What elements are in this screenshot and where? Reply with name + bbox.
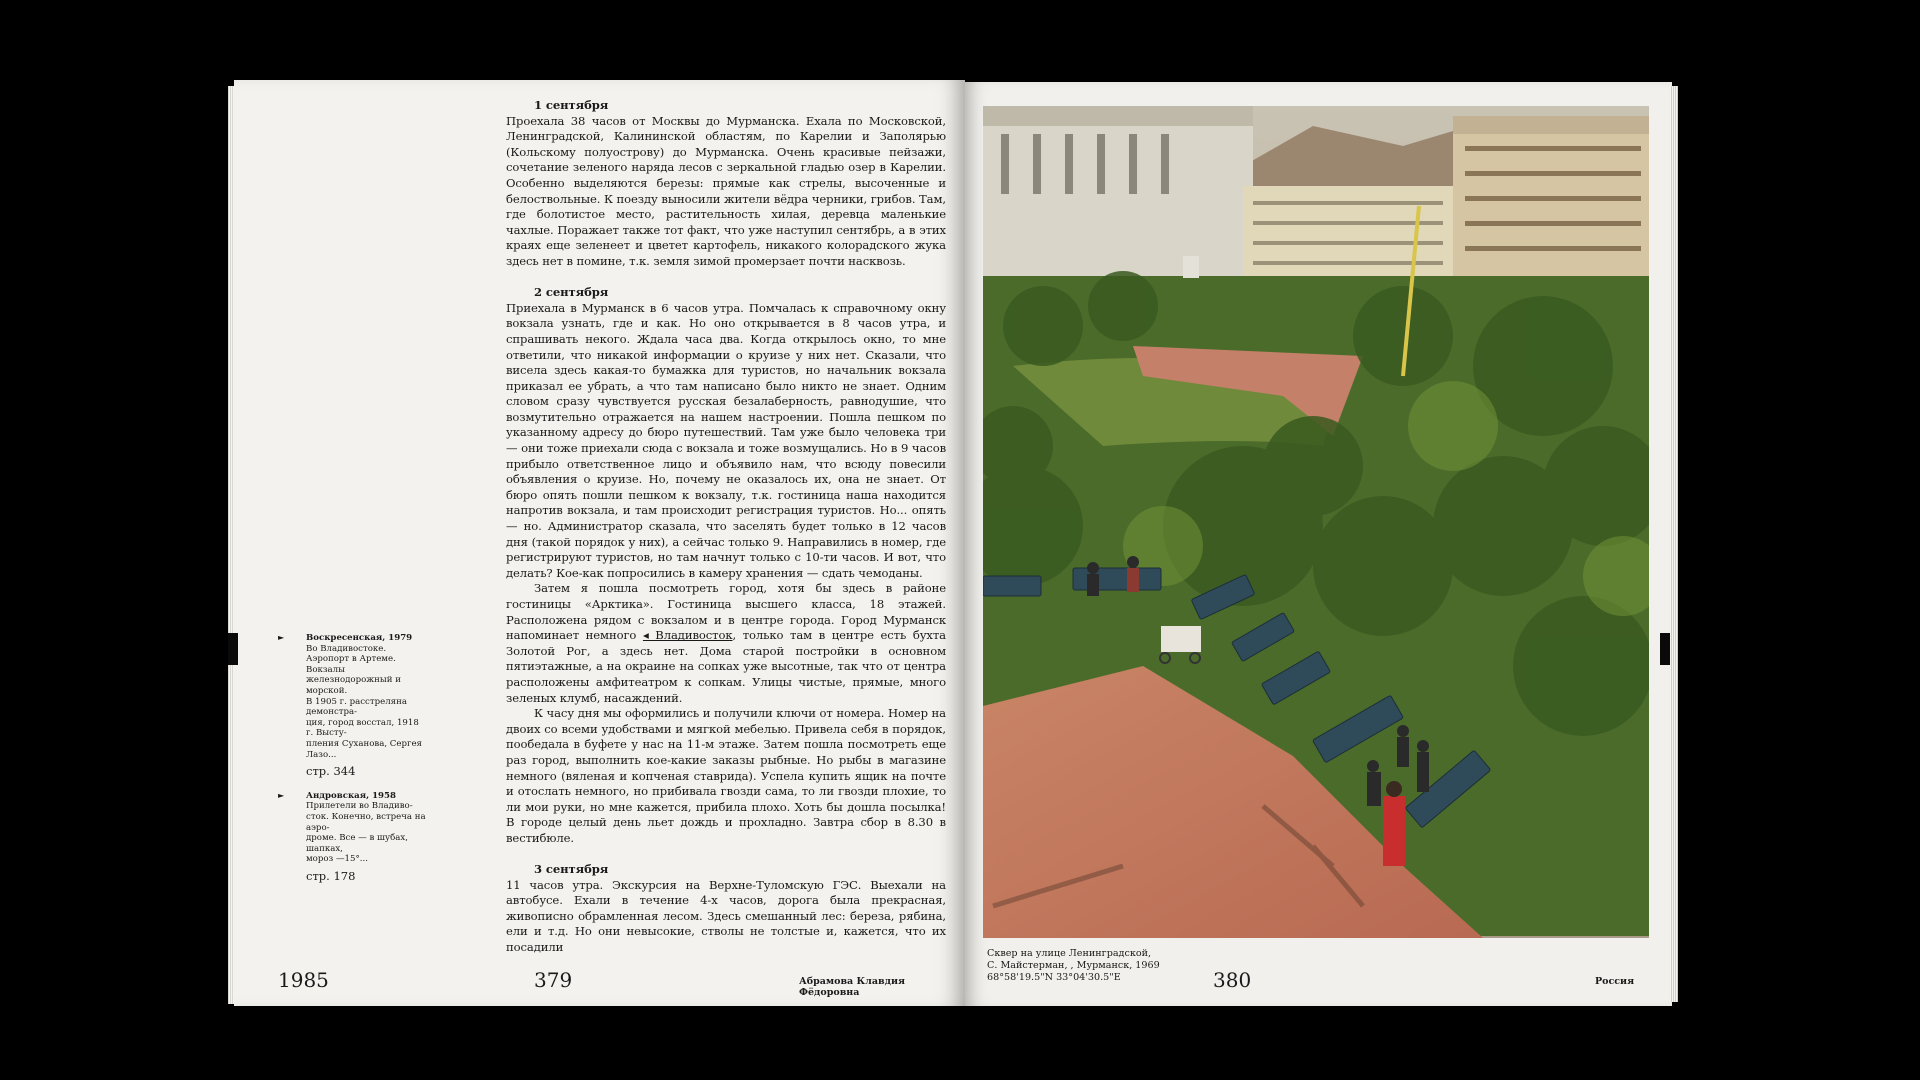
thumb-index-tab <box>228 633 238 665</box>
note-page-ref[interactable]: стр. 344 <box>306 764 356 779</box>
note-title: Андровская, 1958 <box>306 790 396 801</box>
page-edges-right <box>1670 86 1678 1002</box>
left-page <box>234 80 965 1006</box>
entry-paragraph: К часу дня мы оформились и получили ключи от номера. Номер на двоих со всеми удобствами и мягкой мебелью. Привела себя в порядок, пообедала в буфете у нас на 11-м этаже. Затем пошла посмотреть еще раз город, выполнить кое-какие заказы рыбные. Но рыбы в магазине немного (вяленая и копченая ставрида). Успела купить ящик на почте и отослать немного, но прибивала гвозди сама, то ли гвозди плохие, то ли мои руки, но мне кажется, прибила плохо. Хоть бы дошла посылка! В городе целый день льет дождь и прохладно. Завтра сбор в 8.30 в вестибюле. <box>506 706 946 845</box>
entry-date: 3 сентября <box>534 862 609 877</box>
margin-note[interactable]: ► Андровская, 1958 Прилетели во Владиво- сток. Конечно, встреча на аэро- дроме. Все — в шубах, шапках, мороз —15°... стр. 178 <box>278 791 428 882</box>
right-page <box>965 82 1672 1006</box>
entry-date: 1 сентября <box>534 98 609 112</box>
caption-author: С. Майстерман, , Мурманск, 1969 <box>987 960 1160 971</box>
margin-notes <box>278 633 428 895</box>
open-book <box>228 80 1680 1006</box>
entry-paragraph: 11 часов утра. Экскурсия на Верхне-Туломскую ГЭС. Выехали на автобусе. Ехали в течение 4-х часов, дорога была прекрасная, живописно обрамленная лесом. Здесь смешанный лес: береза, рябина, ели и т.д. Но они невысокие, стволы не толстые и, кажется, что их посадили <box>506 877 946 955</box>
triangle-arrow-icon: ► <box>278 633 285 642</box>
triangle-arrow-icon: ► <box>278 790 285 800</box>
entry-paragraph: Затем я пошла посмотреть город, хотя бы здесь в районе гостиницы «Арктика». Гостиница высшего класса, 18 этажей. Расположена рядом с вокзалом и в центре города. Город Мурманск напоминает немного ◂ Владивосток, только там в центре есть бухта Золотой Рог, а здесь нет. Дома старой постройки в основном пятиэтажные, а на окраине на сопках уже высотные, так что от центра расположены амфитеатром к сопкам. Улицы чистые, прямые, много зеленых клумб, насаждений. <box>506 581 946 705</box>
cross-reference-link[interactable]: ◂ Владивосток <box>642 628 733 643</box>
thumb-index-tab <box>1660 633 1670 665</box>
entry-paragraph: Проехала 38 часов от Москвы до Мурманска. Ехала по Московской, Ленинградской, Калининской областям, по Карелии и Заполярью (Кольскому полуострову) до Мурманска. Очень красивые пейзажи, сочетание зеленого наряда лесов с зеркальной гладью озер в Карелии. Особенно выделяются березы: прямые как стрелы, высоченные и белоствольные. К поезду выносили жители вёдра черники, грибов. Там, где болотистое место, растительность хилая, деревца маленькие чахлые. Поражает также тот факт, что уже наступил сентябрь, а в этих краях еще зеленеет и цветет картофель, никакого колорадского жука здесь нет в помине, т.к. земля зимой промерзает почти насквозь. <box>506 113 946 268</box>
margin-note[interactable]: ► Воскресенская, 1979 Во Владивостоке. Аэропорт в Артеме. Вокзалы железнодорожный и морской. В 1905 г. расстреляна демонстра- ция, город восстал, 1918 г. Высту- пления Суханова, Сергея Лазо... стр. 344 <box>278 633 428 777</box>
entry-paragraph: Приехала в Мурманск в 6 часов утра. Помчалась к справочному окну вокзала узнать, где и как. Но оно открывается в 8 часов утра, и спрашивать некого. Ждала часа два. Когда открылось окно, то мне ответили, что никакой информации о круизе у них нет. Сказали, что висела здесь какая-то бумажка для туристов, но начальник вокзала приказал ее убрать, а что там написано было никто не знает. Одним словом сразу чувствуется русская безалаберность, равнодушие, что возмутительно отражается на нашем настроении. Пошла пешком по указанному адресу до бюро путешествий. Там уже было человека три — они тоже приехали сюда с вокзала и тоже возмущались. Но в 9 часов прибыло ответственное лицо и объявило нам, что всюду повесили объявления о круизе. Но, почему не оказалось их, она не знает. От бюро опять пошли пешком к вокзалу, т.к. гостиница наша находится напротив вокзала, и там происходит регистрация туристов. Но... опять — но. Администратор сказала, что заселять будет только в 12 часов дня (такой порядок у них), а сейчас только 9. Направились в номер, где регистрируют туристов, но там начнут только с 10-ти часов. И вот, что делать? Кое-как попросились в камеру хранения — сдать чемоданы. <box>506 300 946 580</box>
park-photograph <box>983 106 1649 938</box>
diary-text-column <box>506 98 946 956</box>
running-head-country: Россия <box>1595 976 1635 987</box>
year-label: 1985 <box>278 968 329 992</box>
page-number: 379 <box>534 968 573 992</box>
photo-illustration <box>983 106 1649 938</box>
page-number: 380 <box>1213 968 1252 992</box>
note-page-ref[interactable]: стр. 178 <box>306 868 356 883</box>
photo-caption <box>987 948 1187 984</box>
running-head-author: Абрамова Клавдия Фёдоровна <box>799 976 906 998</box>
entry-date: 2 сентября <box>534 285 609 300</box>
caption-title: Сквер на улице Ленинградской, <box>987 948 1152 959</box>
note-title: Воскресенская, 1979 <box>306 633 413 643</box>
caption-coordinates: 68°58'19.5"N 33°04'30.5"E <box>987 972 1121 983</box>
